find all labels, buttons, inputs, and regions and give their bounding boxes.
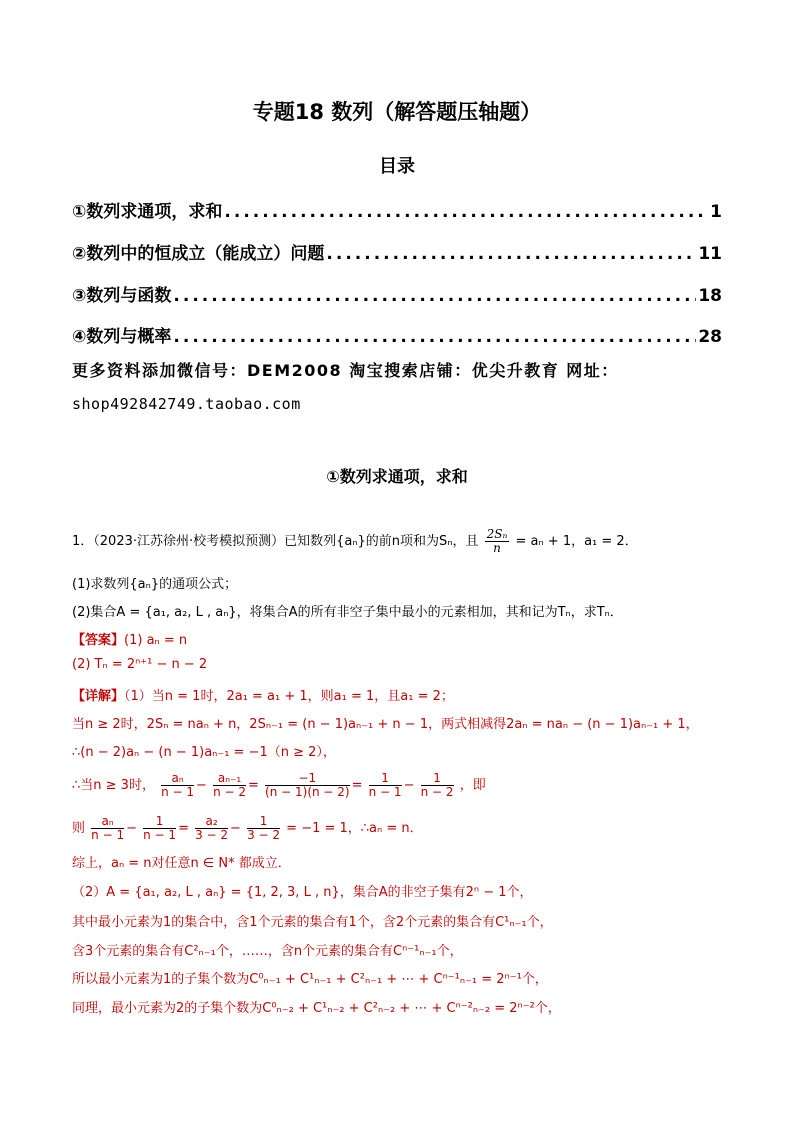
fraction-numerator: 1 [143, 815, 176, 829]
fraction-denominator: n − 1 [161, 785, 195, 799]
toc-entry-page: 1 [710, 202, 722, 222]
fraction [265, 772, 350, 799]
question-2: (2)集合A = {a₁, a₂, L , aₙ}，将集合A的所有非空子集中最小的元素相加，其和记为Tₙ，求Tₙ． [72, 605, 623, 620]
more-info-url[interactable]: shop492842749.taobao.com [72, 395, 301, 413]
more-info-line: 更多资料添加微信号：DEM2008 淘宝搜索店铺：优尖升教育 网址： [72, 361, 619, 380]
fraction [421, 772, 454, 799]
detail-text-2a: 当n ≥ 2时，2Sₙ = naₙ + n，2Sₙ₋₁ = (n − 1)aₙ₋₁ + n − 1， [72, 717, 442, 732]
document-title: 专题18 数列（解答题压轴题） [252, 100, 542, 124]
detail-line-5: 则 $\frac{\text{aₙ}}{n - 1}$ − $\frac{1}{n - 1}$ = $\frac{\text{a₂}}{3 - 2}$ − $\frac{1}{3 - 2}$ = −1 = 1，∴aₙ = n． [72, 814, 423, 842]
fraction-denominator: n − 2 [420, 785, 454, 799]
fraction [143, 815, 176, 842]
fraction [213, 772, 246, 799]
toc-entry-page: 18 [698, 286, 722, 306]
section-title: ①数列求通项，求和 [326, 467, 468, 486]
toc-leader [173, 286, 696, 306]
answer-2: (2) Tₙ = 2ⁿ⁺¹ − n − 2 [72, 657, 208, 672]
fraction-numerator: −1 [265, 772, 350, 786]
fraction-denominator: (n − 1)(n − 2) [265, 785, 350, 799]
detail-line-11: 同理，最小元素为2的子集个数为C⁰ₙ₋₂ + C¹ₙ₋₂ + C²ₙ₋₂ + ⋯ + Cⁿ⁻²ₙ₋₂ = 2ⁿ⁻²个， [72, 1001, 561, 1016]
fraction [369, 772, 402, 799]
toc-entry-3[interactable] [72, 281, 722, 306]
problem-intro-text: 1．（2023·江苏徐州·校考模拟预测）已知数列{aₙ}的前n项和为Sₙ，且 [72, 534, 479, 549]
problem-intro [72, 528, 638, 555]
fraction-denominator: 3 − 2 [195, 828, 229, 842]
fraction-numerator: a₂ [195, 815, 228, 829]
detail-text-7b: 集合A的非空子集有2ⁿ − 1个， [352, 885, 533, 900]
toc-entry-label: ①数列求通项，求和 [72, 202, 223, 222]
toc-entry-label: ④数列与概率 [72, 327, 172, 347]
detail-text-7a: （2）A = {a₁, a₂, L , aₙ} = {1, 2, 3, L , n}， [72, 885, 353, 900]
toc-entry-label: ②数列中的恒成立（能成立）问题 [72, 244, 325, 264]
detail-line-3: ∴(n − 2)aₙ − (n − 1)aₙ₋₁ = −1（n ≥ 2）， [72, 745, 336, 760]
fraction [195, 815, 228, 842]
problem-intro-tail: = aₙ + 1，a₁ = 2． [515, 534, 638, 549]
detail-text-1: （1）当n = 1时，2a₁ = a₁ + 1，则a₁ = 1，且a₁ = 2； [124, 689, 454, 704]
question-1: (1)求数列{aₙ}的通项公式； [72, 577, 238, 592]
detail-line-9: 含3个元素的集合有C²ₙ₋₁个，……，含n个元素的集合有Cⁿ⁻¹ₙ₋₁个， [72, 944, 463, 959]
fraction-numerator: 2Sₙ [486, 527, 508, 541]
detail-line-6: 综上，aₙ = n对任意n ∈ N* 都成立． [72, 856, 291, 871]
answer-1: (1) aₙ = n [124, 633, 188, 648]
fraction-numerator: aₙ [161, 772, 194, 786]
fraction [161, 772, 194, 799]
fraction-numerator: aₙ₋₁ [213, 772, 246, 786]
fraction-denominator: n − 1 [368, 785, 402, 799]
toc-leader [173, 327, 696, 347]
detail-line-1 [72, 685, 454, 704]
detail-text-4-pre: ∴当n ≥ 3时， [72, 778, 155, 793]
fraction-denominator: n [493, 541, 501, 555]
detail-text-5-tail: = −1 = 1，∴aₙ = n． [286, 821, 423, 836]
fraction-denominator: n − 2 [213, 785, 246, 799]
detail-line-7 [72, 881, 533, 900]
toc-entry-page: 11 [698, 244, 722, 264]
toc-entry-1[interactable] [72, 197, 722, 222]
answer-line-1 [72, 629, 187, 648]
fraction-numerator: 1 [369, 772, 402, 786]
fraction [91, 815, 124, 842]
fraction-numerator: aₙ [91, 815, 124, 829]
detail-text-5-pre: 则 [72, 821, 86, 836]
toc-leader [326, 244, 696, 264]
fraction [485, 528, 510, 555]
detail-line-4: ∴当n ≥ 3时， $\frac{\text{aₙ}}{n - 1}$ − $\frac{\text{aₙ₋₁}}{n - 2}$ = $\frac{-1}{(n - 1)(n - 2)}$ = $\frac{1}{n - 1}$ − $\frac{1}{n - 2}$ ，即 [72, 771, 486, 799]
answer-label: 【答案】 [72, 633, 125, 648]
fraction-denominator: n − 1 [91, 828, 125, 842]
fraction-numerator: 1 [421, 772, 454, 786]
detail-text-4-mid: ，即 [459, 778, 486, 793]
toc-entry-label: ③数列与函数 [72, 286, 172, 306]
detail-line-10: 所以最小元素为1的子集个数为C⁰ₙ₋₁ + C¹ₙ₋₁ + C²ₙ₋₁ + ⋯ + Cⁿ⁻¹ₙ₋₁ = 2ⁿ⁻¹个， [72, 972, 548, 987]
fraction-denominator: n − 1 [143, 828, 177, 842]
toc-entry-4[interactable] [72, 322, 722, 347]
toc-entry-2[interactable] [72, 239, 722, 264]
fraction [247, 815, 280, 842]
detail-text-2b: 两式相减得2aₙ = naₙ − (n − 1)aₙ₋₁ + 1， [441, 717, 699, 732]
toc-entry-page: 28 [698, 327, 722, 347]
detail-line-2 [72, 713, 699, 732]
fraction-numerator: 1 [247, 815, 280, 829]
detail-label: 【详解】 [72, 689, 125, 704]
fraction-denominator: 3 − 2 [247, 828, 281, 842]
detail-line-8: 其中最小元素为1的集合中，含1个元素的集合有1个，含2个元素的集合有C¹ₙ₋₁个， [72, 915, 553, 930]
toc-heading: 目录 [379, 156, 415, 177]
toc-leader [224, 202, 708, 222]
